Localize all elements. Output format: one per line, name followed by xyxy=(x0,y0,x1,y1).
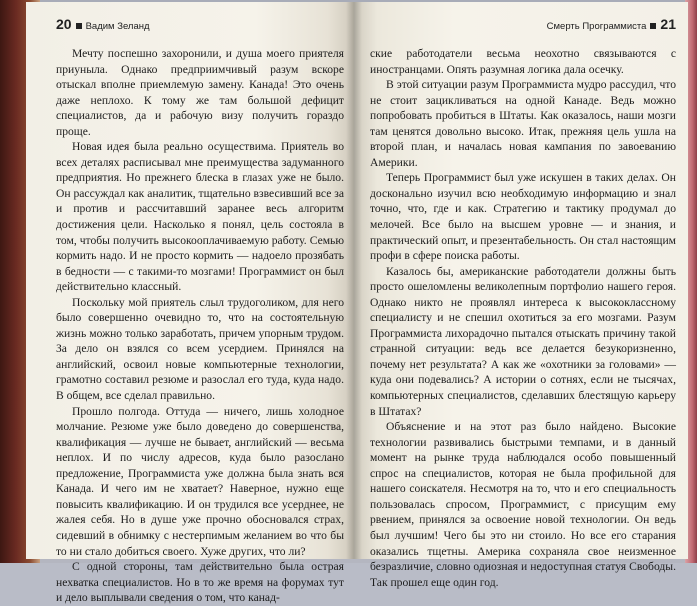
left-page-text xyxy=(56,46,344,606)
book-gutter-shadow xyxy=(346,2,362,559)
paragraph: Поскольку мой приятель слыл трудоголиком, для него было совершенно очевидно то, что на состоятельную жизнь можно только заработать, причем упорным трудом. За дело он взялся со всем усердием. Принялся на английский, освоил новые компьютерные технологии, грамотно составил резюме и разослал его туда, куда надо. В общем, все сделал правильно. xyxy=(56,295,344,403)
paragraph: Новая идея была реально осуществима. Приятель во всех деталях расписывал мне преимущества задуманного предприятия. Но прежнего блеска в глазах уже не было. Он рассуждал как аналитик, тщательно взвесивший все за и против и рассчитавший заранее весь алгоритм достижения цели. Насколько я понял, цель состояла в том, чтобы получить высокооплачиваемую работу. Семью кормить надо. И не просто кормить — надоело прозябать в бедности — с такими-то мозгами! Программист он был действительно классный. xyxy=(56,140,344,294)
right-page xyxy=(354,2,688,589)
paragraph: С одной стороны, там действительно была острая нехватка специалистов. Но в то же время на форумах тут и дело выплывали сведения о том, что канад- xyxy=(56,560,344,605)
paragraph: ские работодатели весьма неохотно связываются с иностранцами. Опять разумная логика дала осечку. xyxy=(370,47,676,76)
paragraph: Мечту поспешно захоронили, и душа моего приятеля приуныла. Однако предприимчивый разум вскоре отыскал вполне приемлемую замену. Канада! Это очень даже неплохо. К тому же там большой дефицит специалистов, да и рабочую визу получить гораздо проще. xyxy=(56,47,344,138)
running-head-left xyxy=(56,16,344,46)
chapter-title: Смерть Программиста xyxy=(546,21,647,32)
right-page-text xyxy=(370,46,676,590)
paragraph: В этой ситуации разум Программиста мудро рассудил, что не стоит зацикливаться на одной Канаде. Ведь можно попробовать пробиться в Штаты. Как оказалось, наши мозги там ценятся довольно высоко. Итак, прежняя цель ушла на второй план, и началась новая кампания по завоеванию Америки. xyxy=(370,78,676,169)
page-number: 21 xyxy=(660,16,676,32)
paragraph: Теперь Программист был уже искушен в таких делах. Он досконально изучил всю необходимую информацию и знал точно, что, где и как. Стратегию и тактику продумал до мелочей. Все было на высшем уровне — и знания, и практический опыт, и презентабельность. Он стал настоящим профи в сфере поиска работы. xyxy=(370,171,676,263)
left-page xyxy=(26,2,354,605)
running-head-right xyxy=(370,16,676,46)
paragraph: Казалось бы, американские работодатели должны быть просто ошеломлены великолепным портфолио нашего героя. Однако никто не проявлял интереса к высококлассному специалисту и не спешил охотиться за его мозгами. Разум Программиста лихорадочно пытался отыскать причину такой странной ситуации: ведь все делается безукоризненно, почему нет результата? А как же «охотники за головами» — куда они подевались? А истории о сотнях, если не тысячах, компьютерных специалистов, сделавших блестящую карьеру в Штатах? xyxy=(370,264,676,418)
author-name: Вадим Зеланд xyxy=(85,21,150,32)
square-bullet-icon xyxy=(650,23,656,29)
paragraph: Объяснение и на этот раз было найдено. Высокие технологии развивались быстрыми темпами, и в данный момент на рынке труда наблюдался особо повышенный спрос на специалистов, которая не была профильной для нашего соискателя. Несмотря на то, что и его специальность пользовалась спросом, Программист, с присущим ему рвением, принялся за освоение новой технологии. Он ведь был лучшим! Чего бы это ни стоило. Но все его старания оказались тщетны. Америка сохраняла свое неизменное безразличие, словно одиозная и недоступная статуя Свободы. Так прошел еще один год. xyxy=(370,420,676,589)
page-number: 20 xyxy=(56,16,72,32)
paragraph: Прошло полгода. Оттуда — ничего, лишь холодное молчание. Резюме уже было доведено до совершенства, квалификация — лучше не бывает, английский — весьма неплох. И по числу адресов, куда было разослано предложение, Программиста уже должна была знать вся Канада. И чего им не хватает? Наверное, нужно еще повысить квалификацию. И он трудился все усерднее, не жалея себя. Но в душе уже прочно обосновался страх, сидевший в обнимку с нестерпимым желанием во что бы то ни стало добиться своего. Хуже других, что ли? xyxy=(56,404,344,558)
square-bullet-icon xyxy=(76,23,82,29)
